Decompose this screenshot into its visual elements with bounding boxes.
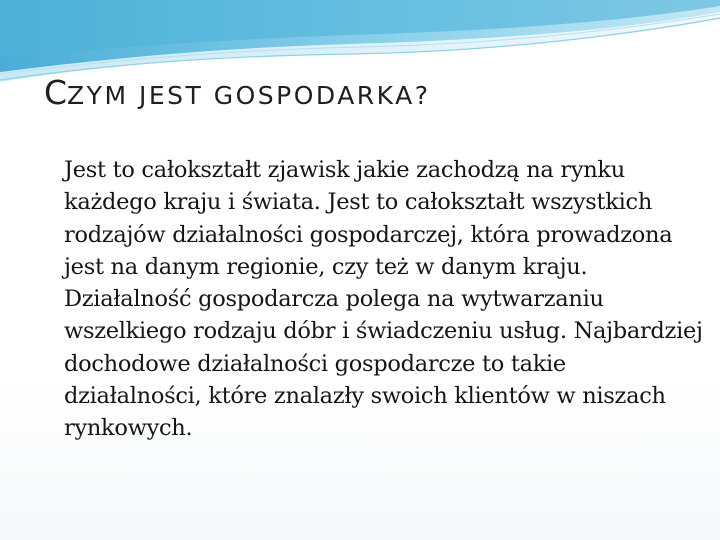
slide-body-text: Jest to całokształt zjawisk jakie zachodzą na rynku każdego kraju i świata. Jest to całokształt wszystkich rodzajów działalności gospodarczej, która prowadzona jest na danym regionie, czy też w danym kraju. Działalność gospodarcza polega na wytwarzaniu wszelkiego rodzaju dóbr i świadczeniu usług. Najbardziej dochodowe działalności gospodarcze to takie działalności, które znalazły swoich klientów w niszach rynkowych. — [64, 157, 703, 442]
slide-title-rest: ZYM JEST GOSPODARKA? — [67, 81, 431, 110]
slide-title — [44, 73, 431, 112]
slide-title-initial: C — [44, 73, 68, 112]
